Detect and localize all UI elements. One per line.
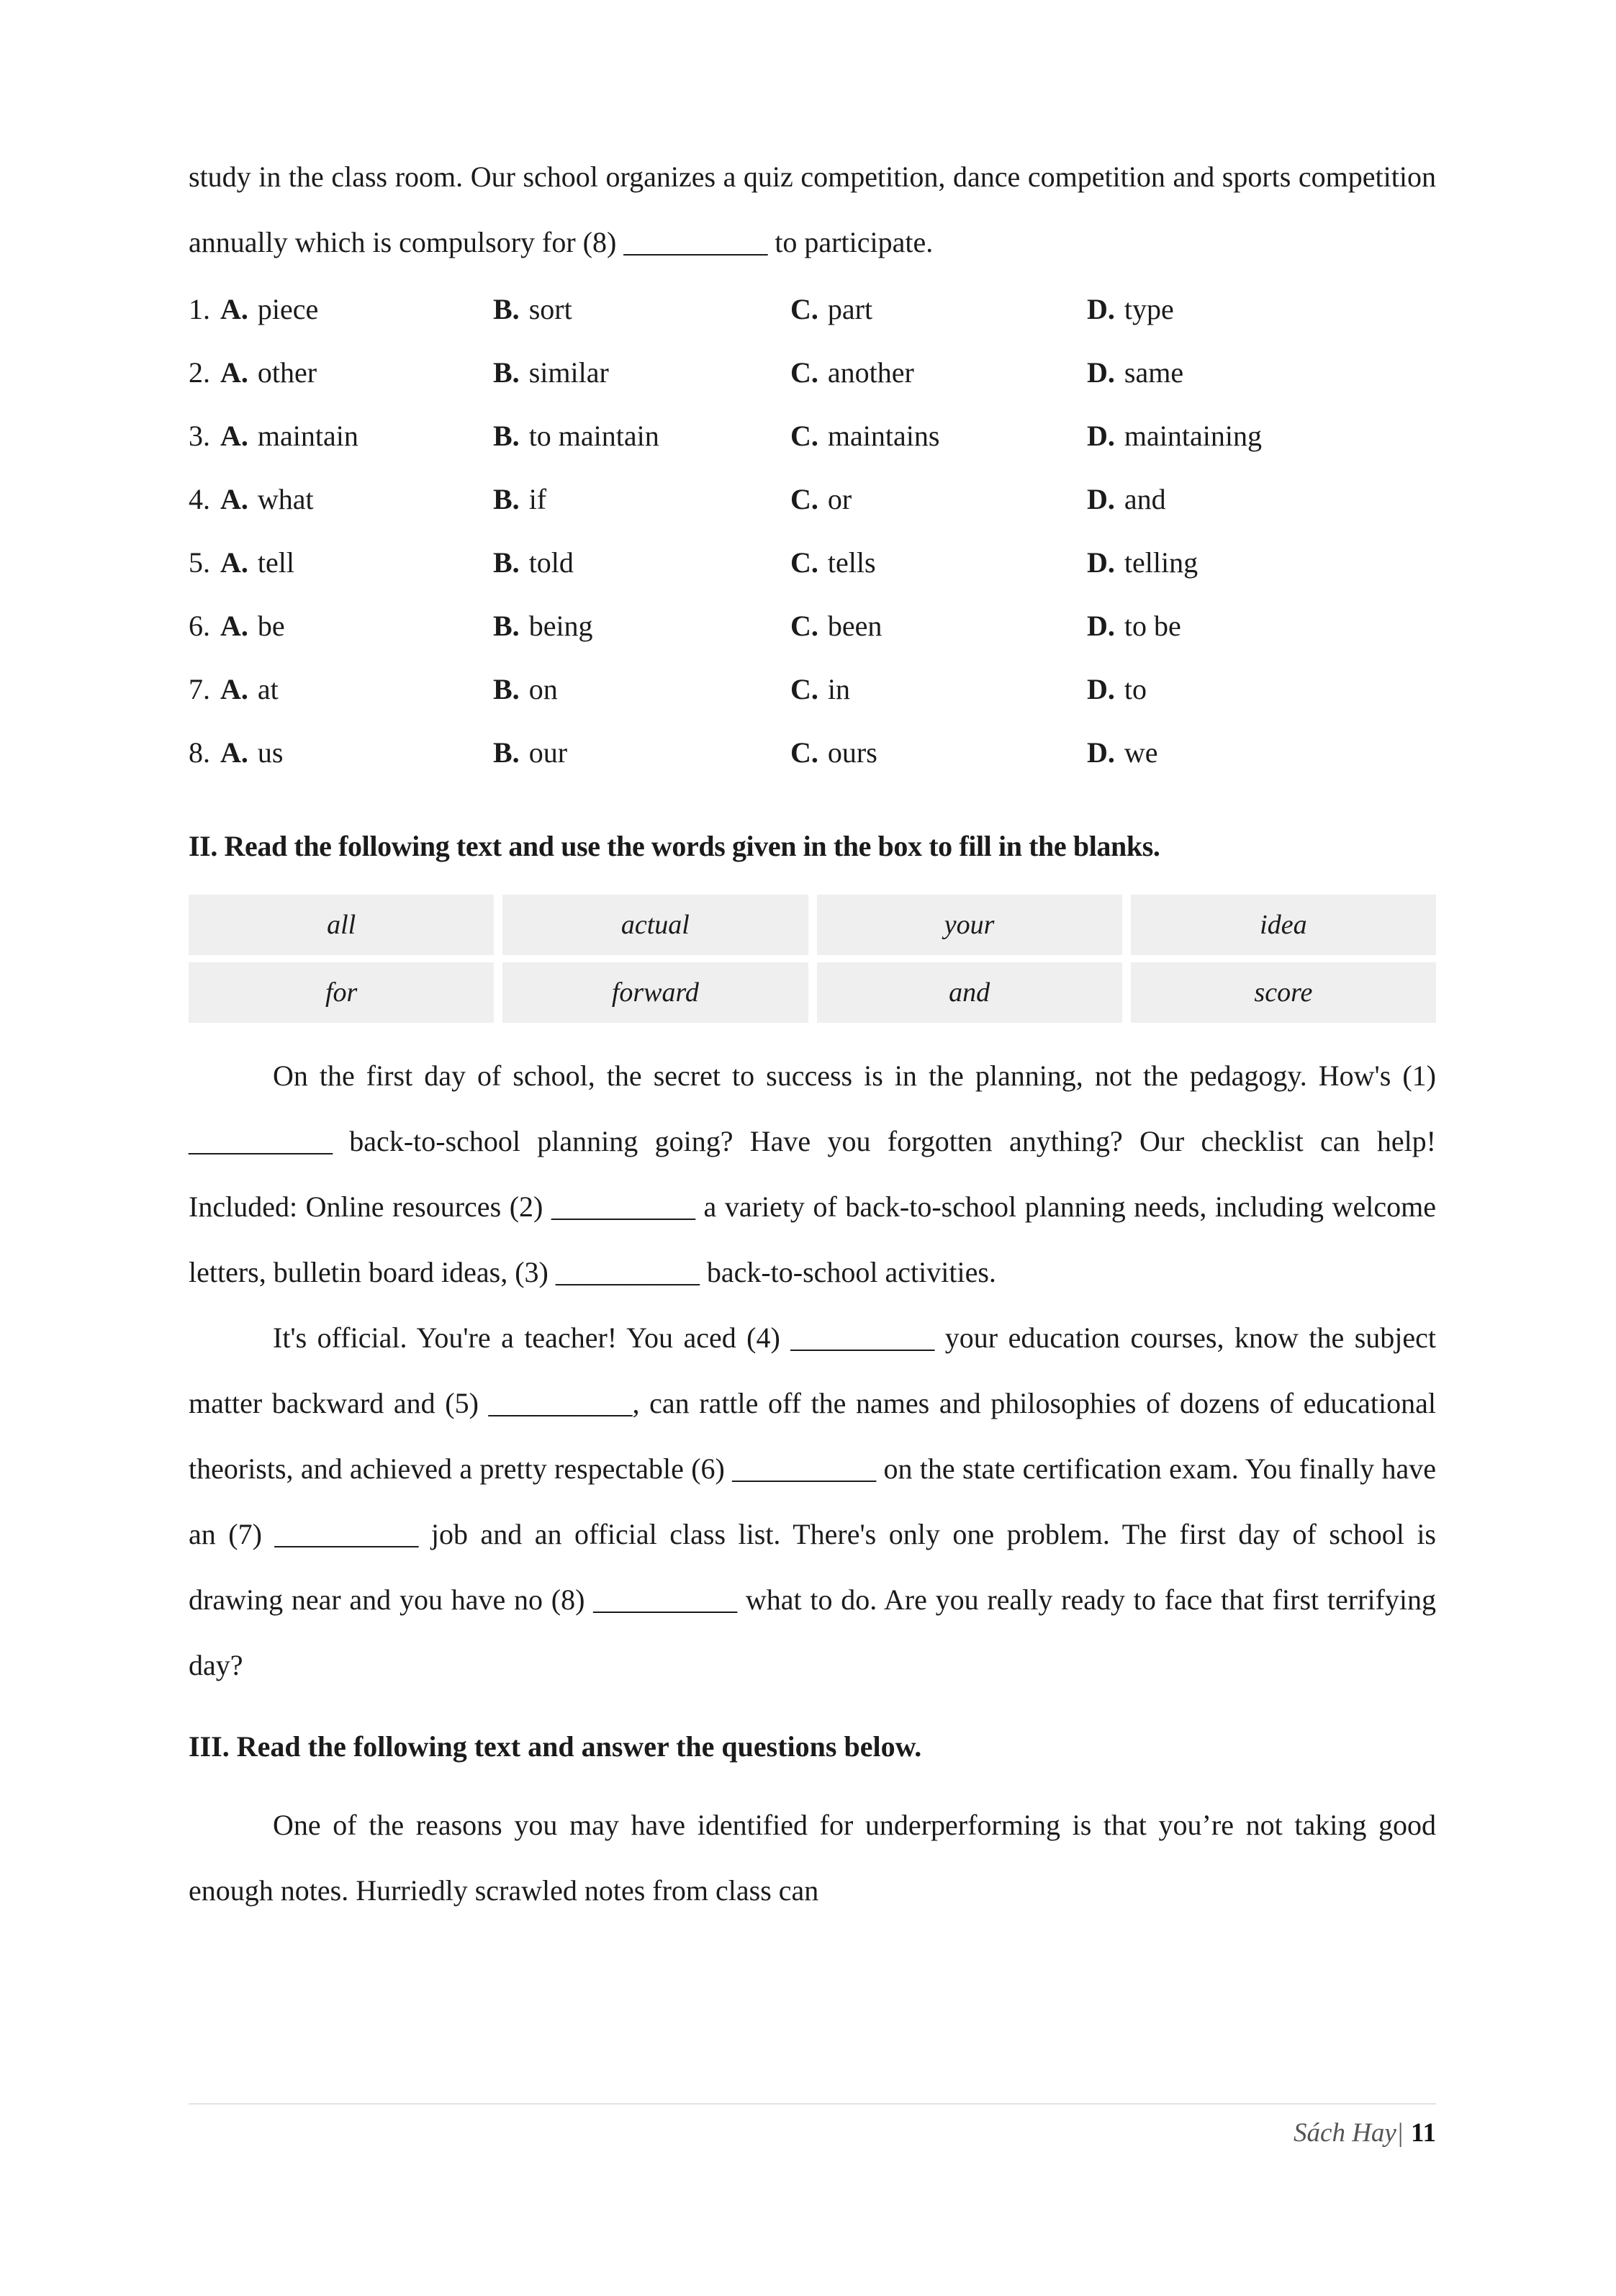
option-letter: D. — [1087, 610, 1115, 642]
option-letter: A. — [220, 293, 248, 325]
option-letter: B. — [493, 483, 520, 515]
mcq-option — [189, 468, 493, 531]
mcq-option — [189, 721, 493, 785]
mcq-option — [790, 595, 1087, 658]
option-text: what — [257, 483, 314, 515]
option-letter: C. — [790, 293, 818, 325]
section-iii-heading: III. Read the following text and answer the questions below. — [189, 1730, 922, 1763]
mcq-option — [493, 721, 790, 785]
option-letter: A. — [220, 420, 248, 452]
footer — [189, 2103, 1436, 2148]
word-box-cell: and — [817, 962, 1122, 1023]
option-letter: A. — [220, 546, 248, 579]
mcq-option — [1087, 468, 1436, 531]
option-text: if — [528, 483, 547, 515]
mcq-option — [493, 341, 790, 404]
mcq-option — [493, 658, 790, 721]
option-text: being — [528, 610, 593, 642]
option-letter: C. — [790, 736, 818, 769]
option-text: sort — [528, 293, 572, 325]
option-letter: B. — [493, 356, 520, 389]
option-letter: B. — [493, 420, 520, 452]
footer-page-number: 11 — [1411, 2118, 1436, 2148]
option-letter: C. — [790, 546, 818, 579]
option-text: us — [257, 736, 284, 769]
mcq-option — [493, 278, 790, 341]
option-letter: A. — [220, 673, 248, 705]
option-text: ours — [827, 736, 877, 769]
option-letter: D. — [1087, 356, 1115, 389]
option-text: in — [827, 673, 851, 705]
option-letter: B. — [493, 293, 520, 325]
mcq-option — [189, 531, 493, 595]
word-box-cell: all — [189, 895, 494, 955]
question-number: 1. — [189, 293, 210, 325]
option-text: told — [528, 546, 574, 579]
question-number: 6. — [189, 610, 210, 642]
option-letter: D. — [1087, 483, 1115, 515]
option-text: to — [1124, 673, 1147, 705]
mcq-option — [1087, 531, 1436, 595]
mcq-option — [189, 341, 493, 404]
question-number: 4. — [189, 483, 210, 515]
footer-brand: Sách Hay| — [1294, 2118, 1404, 2148]
option-text: been — [827, 610, 883, 642]
option-letter: B. — [493, 673, 520, 705]
mcq-option — [493, 595, 790, 658]
option-text: we — [1124, 736, 1158, 769]
mcq-question-row — [189, 658, 1436, 721]
mcq-option — [790, 278, 1087, 341]
mcq-option — [790, 404, 1087, 468]
option-text: at — [257, 673, 279, 705]
option-letter: C. — [790, 356, 818, 389]
option-letter: A. — [220, 356, 248, 389]
mcq-option — [493, 468, 790, 531]
option-text: to maintain — [528, 420, 659, 452]
mcq-question-row — [189, 341, 1436, 404]
mcq-option — [790, 468, 1087, 531]
option-letter: B. — [493, 736, 520, 769]
option-text: be — [257, 610, 285, 642]
option-letter: D. — [1087, 736, 1115, 769]
mcq-question-row — [189, 468, 1436, 531]
word-box-cell: your — [817, 895, 1122, 955]
mcq-option — [1087, 404, 1436, 468]
option-letter: C. — [790, 483, 818, 515]
mcq-question-row — [189, 721, 1436, 785]
word-box-cell: forward — [502, 962, 808, 1023]
option-text: similar — [528, 356, 609, 389]
question-number: 2. — [189, 356, 210, 389]
question-number: 3. — [189, 420, 210, 452]
option-text: same — [1124, 356, 1184, 389]
mcq-option — [790, 658, 1087, 721]
option-letter: D. — [1087, 420, 1115, 452]
mcq-question-row — [189, 278, 1436, 341]
option-letter: C. — [790, 673, 818, 705]
question-number: 8. — [189, 736, 210, 769]
option-text: another — [827, 356, 914, 389]
mcq-question-row — [189, 404, 1436, 468]
mcq-option — [1087, 658, 1436, 721]
paragraph-planning: On the first day of school, the secret to success is in the planning, not the pedagogy. How's (1) __________ back-to-school planning going? Have you forgotten anything? Our checklist can help! Included: Online resources (2) __________ a variety of back-to-school planning needs, including welcome letters, bulletin board ideas, (3) __________ back-to-school activities. — [189, 1059, 1436, 1288]
mcq-option — [1087, 595, 1436, 658]
option-text: maintaining — [1124, 420, 1262, 452]
mcq-option — [189, 595, 493, 658]
mcq-option — [1087, 721, 1436, 785]
option-letter: D. — [1087, 293, 1115, 325]
mcq-option — [189, 278, 493, 341]
intro-paragraph: study in the class room. Our school organizes a quiz competition, dance competition and sports competition annually which is compulsory for (8) __________ to participate. — [189, 161, 1436, 258]
option-letter: A. — [220, 610, 248, 642]
option-text: or — [827, 483, 852, 515]
option-letter: B. — [493, 546, 520, 579]
mcq-option — [493, 404, 790, 468]
option-letter: D. — [1087, 546, 1115, 579]
option-text: maintains — [827, 420, 940, 452]
word-box-cell: score — [1131, 962, 1436, 1023]
mcq-question-row — [189, 595, 1436, 658]
option-letter: A. — [220, 483, 248, 515]
word-box-cell: actual — [502, 895, 808, 955]
option-text: on — [528, 673, 558, 705]
mcq-option — [493, 531, 790, 595]
mcq-option — [790, 341, 1087, 404]
mcq-option — [790, 721, 1087, 785]
question-number: 7. — [189, 673, 210, 705]
option-letter: B. — [493, 610, 520, 642]
option-text: type — [1124, 293, 1174, 325]
mcq-option — [790, 531, 1087, 595]
mcq-list — [189, 278, 1436, 785]
mcq-option — [1087, 278, 1436, 341]
question-number: 5. — [189, 546, 210, 579]
option-text: tell — [257, 546, 294, 579]
section-ii-heading: II. Read the following text and use the words given in the box to fill in the blanks. — [189, 830, 1160, 862]
option-text: our — [528, 736, 568, 769]
option-text: other — [257, 356, 317, 389]
word-box-cell: idea — [1131, 895, 1436, 955]
mcq-option — [1087, 341, 1436, 404]
option-text: piece — [257, 293, 319, 325]
word-box-cell: for — [189, 962, 494, 1023]
word-box — [189, 895, 1436, 1023]
option-letter: D. — [1087, 673, 1115, 705]
option-text: to be — [1124, 610, 1181, 642]
paragraph-official: It's official. You're a teacher! You aced (4) __________ your education courses, know the subject matter backward and (5) __________, can rattle off the names and philosophies of dozens of educational theorists, and achieved a pretty respectable (6) __________ on the state certification exam. You finally have an (7) __________ job and an official class list. There's only one problem. The first day of school is drawing near and you have no (8) __________ what to do. Are you really ready to face that first terrifying day? — [189, 1321, 1436, 1681]
option-letter: C. — [790, 420, 818, 452]
option-text: part — [827, 293, 873, 325]
option-text: tells — [827, 546, 876, 579]
option-letter: A. — [220, 736, 248, 769]
option-text: maintain — [257, 420, 358, 452]
option-letter: C. — [790, 610, 818, 642]
option-text: telling — [1124, 546, 1199, 579]
paragraph-notes: One of the reasons you may have identified for underperforming is that you’re not taking good enough notes. Hurriedly scrawled notes from class can — [189, 1809, 1436, 1907]
mcq-option — [189, 404, 493, 468]
mcq-question-row — [189, 531, 1436, 595]
mcq-option — [189, 658, 493, 721]
option-text: and — [1124, 483, 1166, 515]
